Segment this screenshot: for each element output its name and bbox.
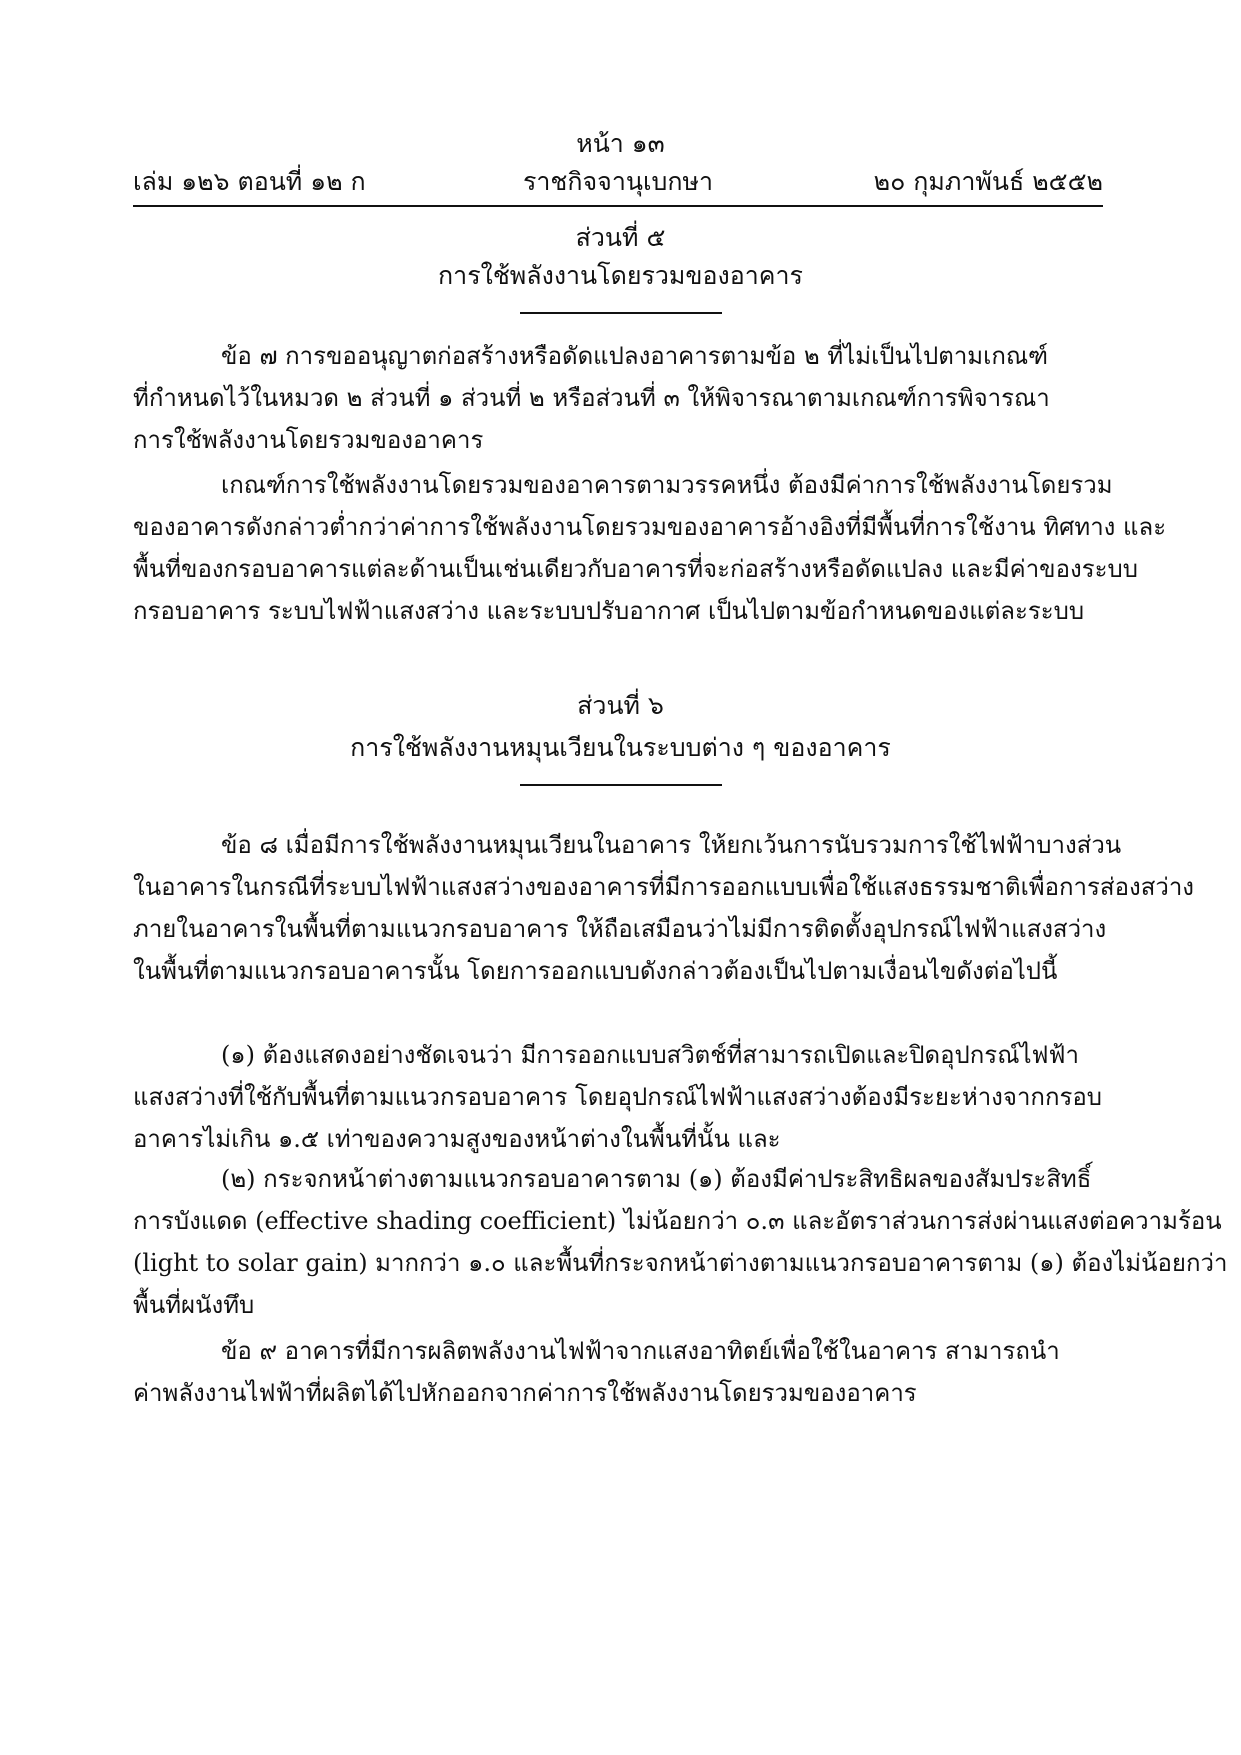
clause-9 [133, 1330, 1103, 1414]
clause-8-item-2-line: พื้นที่ผนังทึบ [133, 1291, 255, 1319]
clause-8-item-1-line: (๑) ต้องแสดงอย่างชัดเจนว่า มีการออกแบบสวิตช์ที่สามารถเปิดและปิดอุปกรณ์ไฟฟ้า [221, 1041, 1079, 1069]
running-header [133, 166, 1103, 200]
clause-7-p2-line: พื้นที่ของกรอบอาคารแต่ละด้านเป็นเช่นเดียวกับอาคารที่จะก่อสร้างหรือดัดแปลง และมีค่าของระบบ [133, 555, 1138, 583]
section-5-divider [520, 312, 722, 314]
publication-date: ๒๐ กุมภาพันธ์ ๒๕๕๒ [873, 167, 1103, 196]
header-divider [133, 205, 1103, 207]
clause-9-line: ข้อ ๙ อาคารที่มีการผลิตพลังงานไฟฟ้าจากแสงอาทิตย์เพื่อใช้ในอาคาร สามารถนำ [221, 1337, 1060, 1365]
clause-8-line: ในอาคารในกรณีที่ระบบไฟฟ้าแสงสว่างของอาคารที่มีการออกแบบเพื่อใช้แสงธรรมชาติเพื่อการส่องสว่าง [133, 873, 1195, 901]
clause-8-item-1 [133, 1034, 1103, 1160]
gazette-name: ราชกิจจานุเบกษา [522, 167, 714, 196]
clause-8 [133, 824, 1195, 992]
clause-8-item-2-line: การบังแดด (effective shading coefficient) ไม่น้อยกว่า ๐.๓ และอัตราส่วนการส่งผ่านแสงต่อความร้อน [133, 1207, 1222, 1235]
clause-8-item-1-line: อาคารไม่เกิน ๑.๕ เท่าของความสูงของหน้าต่างในพื้นที่นั้น และ [133, 1125, 781, 1153]
section-5-heading: ส่วนที่ ๕ [575, 223, 666, 252]
clause-8-line: ในพื้นที่ตามแนวกรอบอาคารนั้น โดยการออกแบบดังกล่าวต้องเป็นไปตามเงื่อนไขดังต่อไปนี้ [133, 957, 1058, 985]
volume-issue: เล่ม ๑๒๖ ตอนที่ ๑๒ ก [133, 167, 366, 196]
section-6-title: การใช้พลังงานหมุนเวียนในระบบต่าง ๆ ของอาคาร [350, 733, 891, 762]
clause-7-p2-line: กรอบอาคาร ระบบไฟฟ้าแสงสว่าง และระบบปรับอากาศ เป็นไปตามข้อกำหนดของแต่ละระบบ [133, 597, 1085, 625]
clause-8-line: ข้อ ๘ เมื่อมีการใช้พลังงานหมุนเวียนในอาคาร ให้ยกเว้นการนับรวมการใช้ไฟฟ้าบางส่วน [221, 831, 1122, 859]
clause-8-item-2 [133, 1158, 1228, 1326]
clause-7-p2-line: เกณฑ์การใช้พลังงานโดยรวมของอาคารตามวรรคหนึ่ง ต้องมีค่าการใช้พลังงานโดยรวม [221, 471, 1113, 499]
clause-8-item-1-line: แสงสว่างที่ใช้กับพื้นที่ตามแนวกรอบอาคาร โดยอุปกรณ์ไฟฟ้าแสงสว่างต้องมีระยะห่างจากกรอบ [133, 1083, 1103, 1111]
clause-7-line: การใช้พลังงานโดยรวมของอาคาร [133, 426, 484, 454]
clause-7-line: ข้อ ๗ การขออนุญาตก่อสร้างหรือดัดแปลงอาคารตามข้อ ๒ ที่ไม่เป็นไปตามเกณฑ์ [221, 342, 1049, 370]
clause-8-item-2-line: (light to solar gain) มากกว่า ๑.๐ และพื้นที่กระจกหน้าต่างตามแนวกรอบอาคารตาม (๑) ต้องไม่น้อยกว่า [133, 1249, 1228, 1277]
clause-8-line: ภายในอาคารในพื้นที่ตามแนวกรอบอาคาร ให้ถือเสมือนว่าไม่มีการติดตั้งอุปกรณ์ไฟฟ้าแสงสว่าง [133, 915, 1107, 943]
section-5-title: การใช้พลังงานโดยรวมของอาคาร [438, 261, 803, 290]
clause-7-paragraph-2 [133, 464, 1167, 632]
clause-8-item-2-line: (๒) กระจกหน้าต่างตามแนวกรอบอาคารตาม (๑) ต้องมีค่าประสิทธิผลของสัมประสิทธิ์ [221, 1165, 1092, 1193]
clause-7 [133, 335, 1103, 461]
clause-9-line: ค่าพลังงานไฟฟ้าที่ผลิตได้ไปหักออกจากค่าการใช้พลังงานโดยรวมของอาคาร [133, 1379, 917, 1407]
section-6-divider [520, 784, 722, 786]
page-number: หน้า ๑๓ [576, 129, 665, 158]
clause-7-line: ที่กำหนดไว้ในหมวด ๒ ส่วนที่ ๑ ส่วนที่ ๒ หรือส่วนที่ ๓ ให้พิจารณาตามเกณฑ์การพิจารณา [133, 384, 1050, 412]
clause-7-p2-line: ของอาคารดังกล่าวต่ำกว่าค่าการใช้พลังงานโดยรวมของอาคารอ้างอิงที่มีพื้นที่การใช้งาน ทิศทาง และ [133, 513, 1167, 541]
section-6-heading: ส่วนที่ ๖ [577, 691, 664, 720]
